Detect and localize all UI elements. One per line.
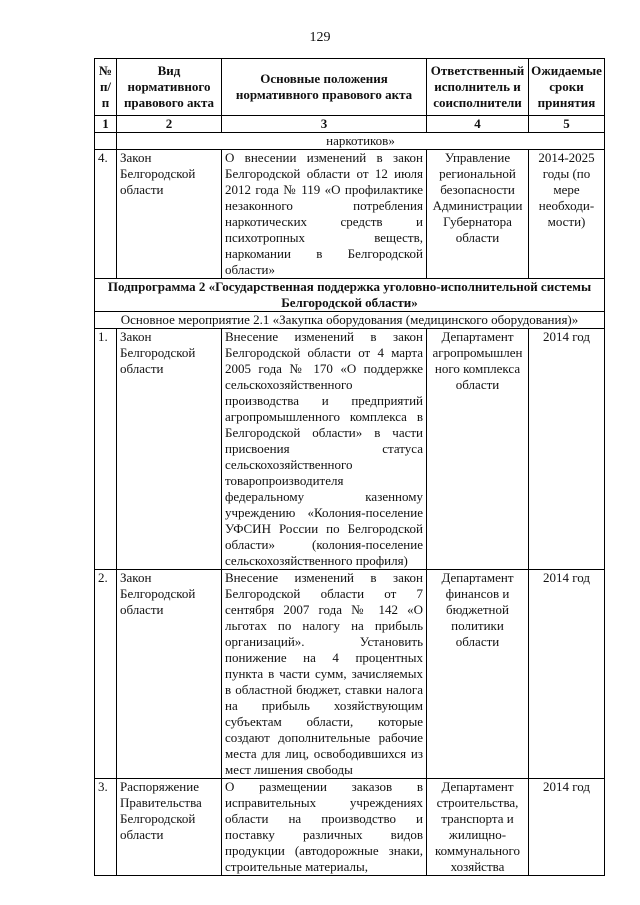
- row-number: 2.: [95, 570, 117, 779]
- header-number: № п/п: [95, 59, 117, 116]
- column-number: 2: [117, 116, 222, 133]
- subprogram-title: Подпрограмма 2 «Государственная поддержка уголовно-исполнительной системы Белгородской области»: [95, 279, 605, 312]
- act-content: О внесении изменений в закон Белгородской области от 12 июля 2012 года № 119 «О профилактике незаконного потребления наркотических средств и психотропных веществ, наркомании в Белгородской области»: [222, 150, 427, 279]
- act-type: Закон Белгородской области: [117, 329, 222, 570]
- column-number: 5: [529, 116, 605, 133]
- act-content: О размещении заказов в исправительных учреждениях области на производство и поставку различных видов продукции (автодорожные знаки, строительные материалы,: [222, 779, 427, 876]
- term: 2014 год: [529, 329, 605, 570]
- responsible: Департамент финансов и бюджетной политики области: [427, 570, 529, 779]
- column-number-row: [95, 116, 605, 133]
- term: 2014-2025 годы (по мере необходи-мости): [529, 150, 605, 279]
- table-header-row: [95, 59, 605, 116]
- column-number: 3: [222, 116, 427, 133]
- table-row: [95, 329, 605, 570]
- term: 2014 год: [529, 779, 605, 876]
- row-number: 4.: [95, 150, 117, 279]
- header-responsible: Ответственный исполнитель и соисполнители: [427, 59, 529, 116]
- responsible: Управление региональной безопасности Администрации Губернатора области: [427, 150, 529, 279]
- act-type: Закон Белгородской области: [117, 150, 222, 279]
- term: 2014 год: [529, 570, 605, 779]
- act-content: Внесение изменений в закон Белгородской области от 7 сентября 2007 года № 142 «О льготах по налогу на прибыль организаций». Установить понижение на 4 процентных пункта в части сумм, зачисляемых в областной бюджет, ставки налога на прибыль хозяйствующим субъектам области, которые создают дополнительные рабочие места для лиц, освободившихся из мест лишения свободы: [222, 570, 427, 779]
- act-content: Внесение изменений в закон Белгородской области от 4 марта 2005 года № 170 «О поддержке сельскохозяйственного производства и предприятий агропромышленного комплекса в Белгородской области» в части присвоения статуса сельскохозяйственного товаропроизводителя федеральному казенному учреждению «Колония-поселение УФСИН России по Белгородской области» (колония-поселение сельскохозяйственного профиля): [222, 329, 427, 570]
- row-number: 1.: [95, 329, 117, 570]
- header-act-type: Вид нормативного правового акта: [117, 59, 222, 116]
- table-row: [95, 150, 605, 279]
- continuation-row: [95, 133, 605, 150]
- legislation-table: [94, 58, 605, 876]
- page-number: 129: [309, 30, 331, 45]
- act-type: Закон Белгородской области: [117, 570, 222, 779]
- responsible: Департамент строительства, транспорта и жилищно-коммунального хозяйства: [427, 779, 529, 876]
- main-event-row: [95, 312, 605, 329]
- act-type: Распоряжение Правительства Белгородской области: [117, 779, 222, 876]
- table-row: [95, 570, 605, 779]
- continuation-text: наркотиков»: [117, 133, 605, 150]
- subprogram-row: [95, 279, 605, 312]
- header-expected-term: Ожидаемые сроки принятия: [529, 59, 605, 116]
- table-row: [95, 779, 605, 876]
- main-event-title: Основное мероприятие 2.1 «Закупка оборудования (медицинского оборудования)»: [95, 312, 605, 329]
- header-main-provisions: Основные положения нормативного правового акта: [222, 59, 427, 116]
- row-number: 3.: [95, 779, 117, 876]
- column-number: 1: [95, 116, 117, 133]
- responsible: Департамент агропромышлен ного комплекса области: [427, 329, 529, 570]
- column-number: 4: [427, 116, 529, 133]
